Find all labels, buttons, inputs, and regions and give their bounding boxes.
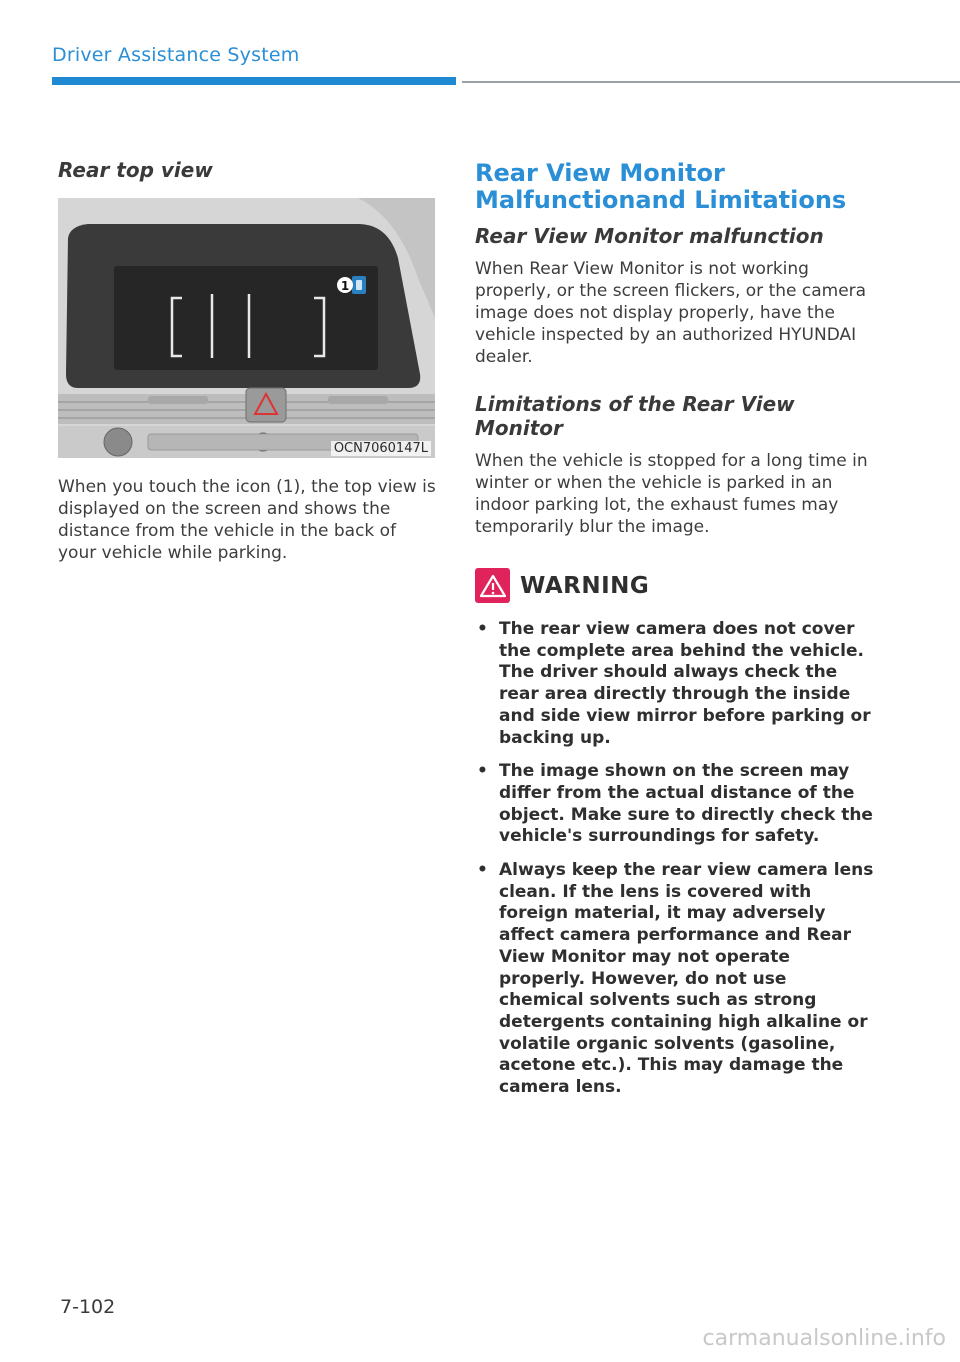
section-title: Rear View Monitor Malfunctionand Limitations — [475, 159, 847, 214]
warning-item: • Always keep the rear view camera lens clean. If the lens is covered with foreign material, it may adversely affect camera performance and Rear View Monitor may not operate properly. However, do not use chemical solvents such as strong detergents containing high alkaline or volatile organic solvents (gasoline, acetone etc.). This may damage the camera lens. — [475, 860, 875, 1099]
warning-list — [475, 619, 875, 1099]
right-column — [475, 160, 875, 1111]
warning-triangle-icon — [475, 568, 510, 603]
warning-label: WARNING — [520, 572, 650, 599]
callout-number: 1 — [340, 279, 350, 293]
limitations-text: When the vehicle is stopped for a long time in winter or when the vehicle is parked in an indoor parking lot, the exhaust fumes may temporarily blur the image. — [475, 451, 868, 537]
running-header: Driver Assistance System — [52, 44, 300, 66]
rear-top-view-heading: Rear top view — [58, 158, 213, 182]
warning-item: • The image shown on the screen may differ from the actual distance of the object. Make sure to directly check the vehicle's surroundings for safety. — [475, 761, 875, 848]
dashboard-illustration — [58, 198, 435, 458]
limitations-heading: Limitations of the Rear View Monitor — [475, 392, 795, 440]
left-column — [58, 158, 438, 564]
rear-top-view-description: When you touch the icon (1), the top view is displayed on the screen and shows the distance from the vehicle in the back of your vehicle while parking. — [58, 477, 436, 563]
malfunction-text: When Rear View Monitor is not working properly, or the screen flickers, or the camera image does not display properly, have the vehicle inspected by an authorized HYUNDAI dealer. — [475, 259, 867, 367]
page-number: 7-102 — [60, 1296, 116, 1318]
malfunction-heading: Rear View Monitor malfunction — [475, 224, 824, 248]
dashboard-screen-figure — [58, 198, 435, 458]
header-rule-accent — [52, 77, 456, 85]
header-rule-gray — [462, 81, 960, 83]
warning-item: • The rear view camera does not cover the complete area behind the vehicle. The driver should always check the rear area directly through the inside and side view mirror before parking or backing up. — [475, 619, 875, 749]
watermark: carmanualsonline.info — [702, 1326, 946, 1351]
figure-code: OCN7060147L — [331, 441, 431, 456]
warning-header — [475, 568, 875, 603]
